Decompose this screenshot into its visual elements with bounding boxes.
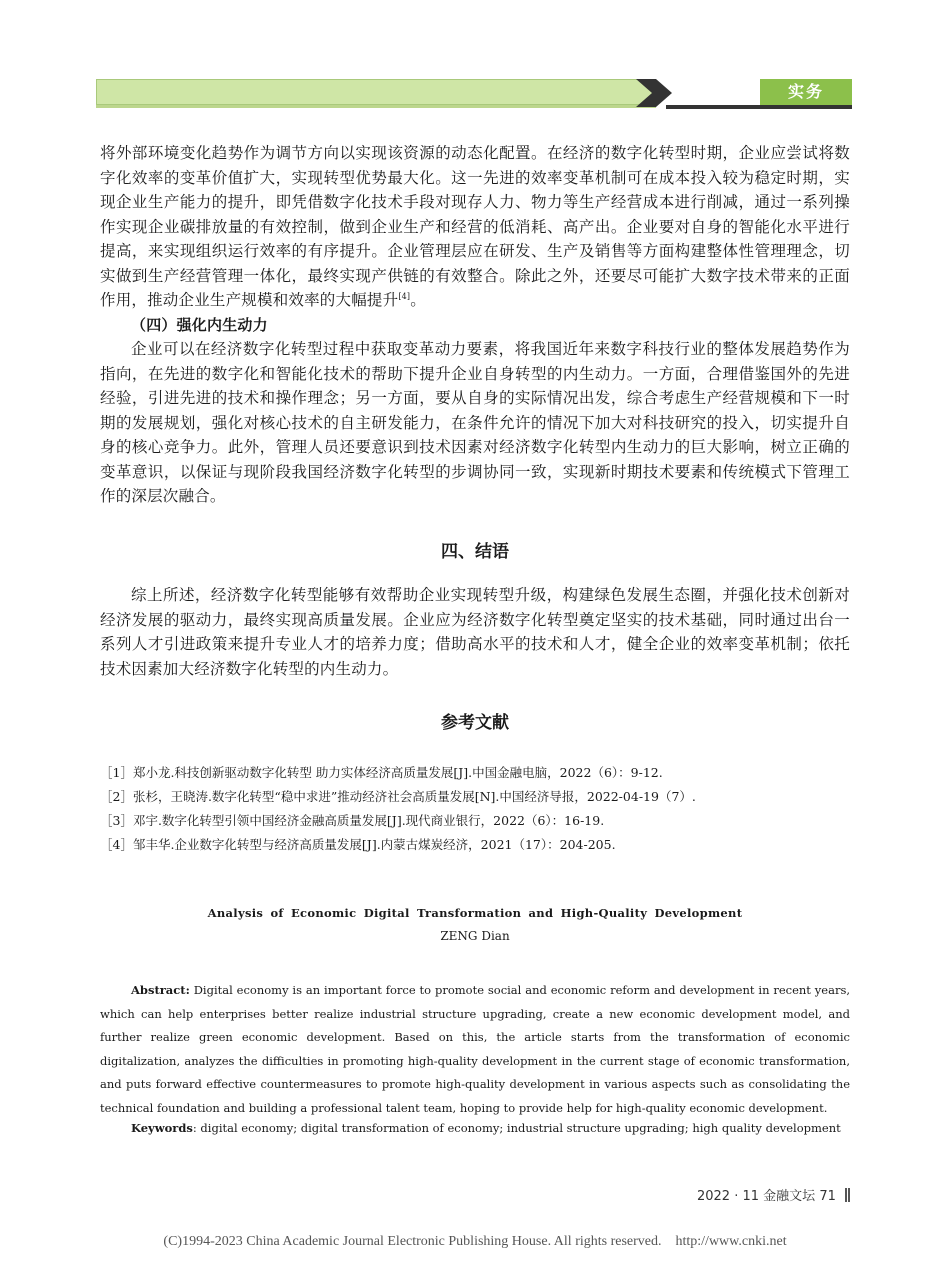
copyright-url[interactable]: http://www.cnki.net [675, 1234, 787, 1249]
conclusion-title: 四、结语 [441, 542, 509, 562]
abstract-label: Abstract: [131, 983, 190, 997]
reference-item: ［3］邓宇.数字化转型引领中国经济金融高质量发展[J].现代商业银行，2022（6）：16-19. [100, 813, 605, 828]
header-band [96, 79, 656, 105]
copyright-text: (C)1994-2023 China Academic Journal Electronic Publishing House. All rights reserved. [163, 1234, 662, 1249]
subsection-paragraph: 企业可以在经济数字化转型过程中获取变革动力要素，将我国近年来数字科技行业的整体发展趋势作为指向，在先进的数字化和智能化技术的帮助下提升企业自身转型的内生动力。一方面，合理借鉴国外的先进经验，引进先进的技术和操作理念；另一方面，要从自身的实际情况出发，综合考虑生产经营规模和下一时期的发展规划，强化对核心技术的自主研发能力，在条件允许的情况下加大对科技研究的投入，切实提升自身的核心竞争力。此外，管理人员还要意识到技术因素对经济数字化转型内生动力的巨大影响，树立正确的变革意识，以保证与现阶段我国经济数字化转型的步调协同一致，实现新时期技术要素和传统模式下管理工作的深层次融合。 [100, 340, 850, 505]
reference-item: ［4］邹丰华.企业数字化转型与经济高质量发展[J].内蒙古煤炭经济，2021（17）：204-205. [100, 837, 616, 852]
issue-number: 2022 · 11 [696, 1189, 760, 1204]
section-tag: 实务 [760, 79, 852, 105]
continued-paragraph: 将外部环境变化趋势作为调节方向以实现该资源的动态化配置。在经济的数字化转型时期，企业应尝试将数字化效率的变革价值扩大，实现转型优势最大化。这一先进的效率变革机制可在成本投入较为稳定时期，实现企业生产能力的提升，即凭借数字化技术手段对现存人力、物力等生产经营成本进行削减，通过一系列操作实现企业碳排放量的有效控制，做到企业生产和经营的低消耗、高产出。企业要对自身的智能化水平进行提高，来实现组织运行效率的有序提升。企业管理层应在研发、生产及销售等方面构建整体性管理理念，切实做到生产经营管理一体化，最终实现产供链的有效整合。除此之外，还要尽可能扩大数字技术带来的正面作用，推动企业生产规模和效率的大幅提升[4]。 [100, 144, 850, 309]
copyright-line [0, 1234, 950, 1250]
page-header [96, 79, 852, 109]
header-arrow-icon [636, 79, 672, 107]
conclusion-paragraph: 综上所述，经济数字化转型能够有效帮助企业实现转型升级，构建绿色发展生态圈，并强化技术创新对经济发展的驱动力，最终实现高质量发展。企业应为经济数字化转型奠定坚实的技术基础，同时通过出台一系列人才引进政策来提升专业人才的培养力度；借助高水平的技术和人才，健全企业的效率变革机制；依托技术因素加大经济数字化转型的内生动力。 [100, 586, 850, 678]
header-dark-line [666, 105, 852, 109]
footer-bars-icon [844, 1188, 850, 1206]
reference-item: ［1］郑小龙.科技创新驱动数字化转型 助力实体经济高质量发展[J].中国金融电脑，2022（6）：9-12. [100, 765, 663, 780]
page-number: 71 [819, 1189, 836, 1204]
keywords-text: : digital economy; digital transformation of economy; industrial structure upgrading; high quality development [192, 1121, 841, 1135]
keywords-label: Keywords [131, 1121, 193, 1135]
abstract-text: Digital economy is an important force to promote social and economic reform and development in recent years, which can help enterprises better realize industrial structure upgrading, create a new economic development model, and further realize green economic development. Based on this, the article starts from the transformation of economic digitalization, analyzes the difficulties in promoting high-quality development in the current stage of economic transformation, and puts forward effective countermeasures to promote high-quality development in various aspects such as consolidating the technical foundation and building a professional talent team, hoping to provide help for high-quality economic development. [100, 983, 850, 1115]
reference-list [100, 761, 850, 857]
english-author: ZENG Dian [440, 929, 510, 943]
english-abstract [100, 979, 850, 1121]
page-footer [697, 1185, 850, 1206]
header-band-shadow [96, 105, 656, 108]
subsection-heading: （四）强化内生动力 [131, 315, 268, 334]
body-section [100, 141, 850, 509]
english-keywords [131, 1121, 851, 1135]
english-title: Analysis of Economic Digital Transformation and High-Quality Development [207, 906, 743, 920]
references-title: 参考文献 [441, 713, 509, 733]
citation-ref: [4] [398, 291, 411, 301]
reference-item: ［2］张杉，王晓涛.数字化转型“稳中求进”推动经济社会高质量发展[N].中国经济导报，2022-04-19（7）. [100, 789, 696, 804]
journal-name: 金融文坛 [763, 1189, 816, 1204]
